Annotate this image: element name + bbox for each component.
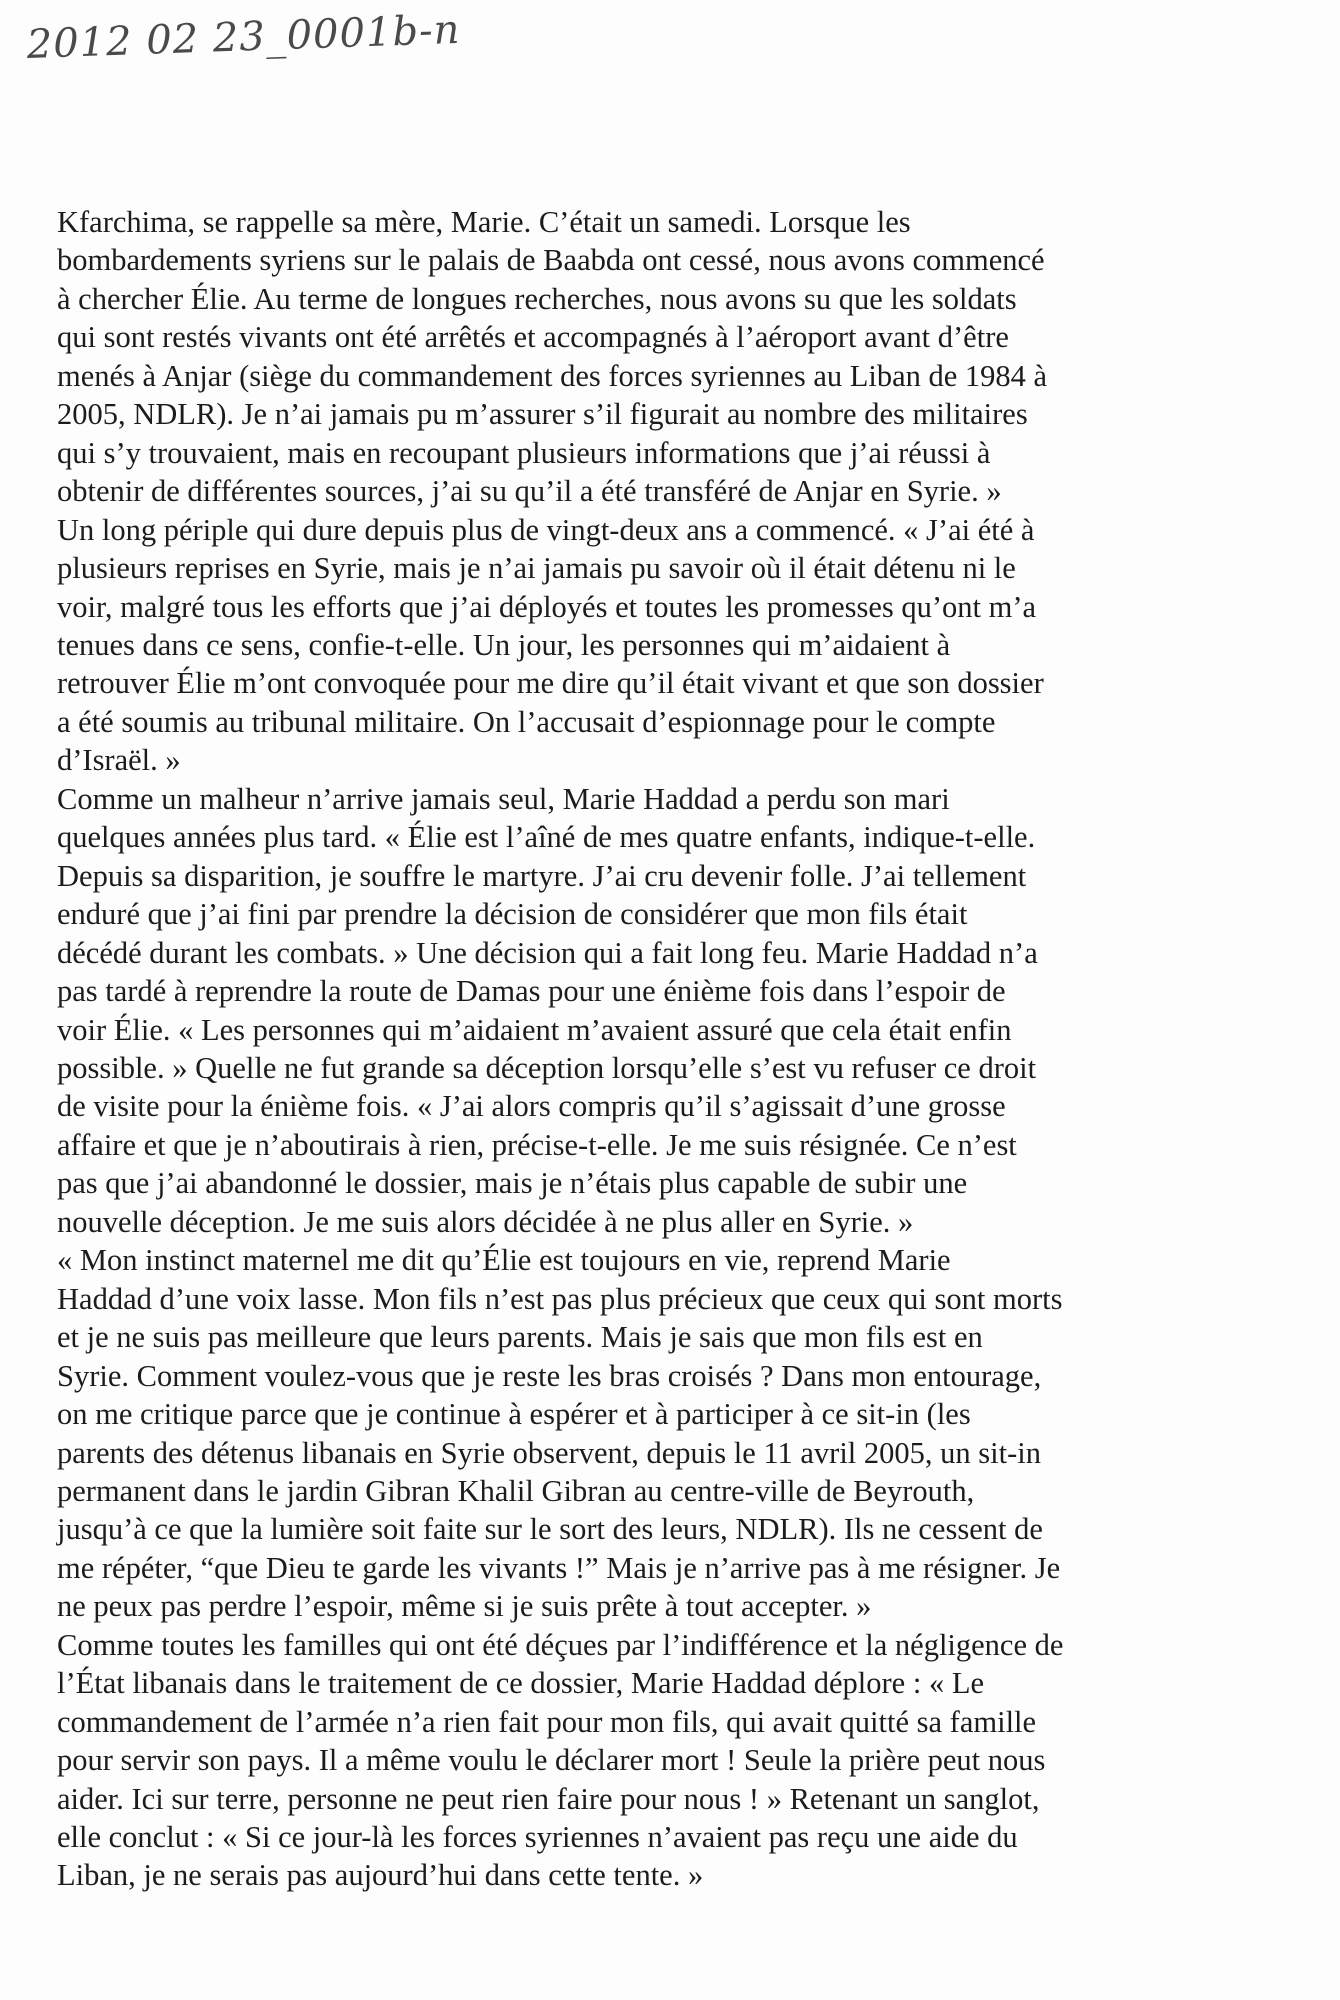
article-line: retrouver Élie m’ont convoquée pour me dire qu’il était vivant et que son dossier [57,666,1044,701]
article-line: qui sont restés vivants ont été arrêtés et accompagnés à l’aéroport avant d’être [57,320,1009,355]
article-line: me répéter, “que Dieu te garde les vivants !” Mais je n’arrive pas à me résigner. Je [57,1550,1061,1585]
article-line: de visite pour la énième fois. « J’ai alors compris qu’il s’agissait d’une grosse [57,1089,1006,1124]
article-line: Comme toutes les familles qui ont été déçues par l’indifférence et la négligence de [57,1627,1064,1662]
article-line: affaire et que je n’aboutirais à rien, précise-t-elle. Je me suis résignée. Ce n’est [57,1127,1017,1162]
article-line: elle conclut : « Si ce jour-là les forces syriennes n’avaient pas reçu une aide du [57,1820,1018,1855]
article-line: d’Israël. » [57,743,181,778]
article-line: nouvelle déception. Je me suis alors décidée à ne plus aller en Syrie. » [57,1204,914,1239]
article-line: obtenir de différentes sources, j’ai su qu’il a été transféré de Anjar en Syrie. » [57,474,1002,509]
article-line: a été soumis au tribunal militaire. On l’accusait d’espionnage pour le compte [57,704,996,739]
article-body [57,203,1307,1895]
article-line: Comme un malheur n’arrive jamais seul, Marie Haddad a perdu son mari [57,781,950,816]
article-line: aider. Ici sur terre, personne ne peut rien faire pour nous ! » Retenant un sanglot, [57,1781,1040,1816]
article-line: on me critique parce que je continue à espérer et à participer à ce sit-in (les [57,1397,971,1432]
article-line: commandement de l’armée n’a rien fait pour mon fils, qui avait quitté sa famille [57,1704,1037,1739]
article-line: l’État libanais dans le traitement de ce dossier, Marie Haddad déplore : « Le [57,1666,984,1701]
article-line: ne peux pas perdre l’espoir, même si je suis prête à tout accepter. » [57,1589,872,1624]
article-line: tenues dans ce sens, confie-t-elle. Un jour, les personnes qui m’aidaient à [57,627,951,662]
article-line: pas tardé à reprendre la route de Damas pour une énième fois dans l’espoir de [57,974,1006,1009]
article-line: Syrie. Comment voulez-vous que je reste les bras croisés ? Dans mon entourage, [57,1358,1042,1393]
article-line: jusqu’à ce que la lumière soit faite sur le sort des leurs, NDLR). Ils ne cessent de [57,1512,1043,1547]
article-line: possible. » Quelle ne fut grande sa déception lorsqu’elle s’est vu refuser ce droit [57,1050,1037,1085]
article-line: permanent dans le jardin Gibran Khalil Gibran au centre-ville de Beyrouth, [57,1473,975,1508]
article-line: Depuis sa disparition, je souffre le martyre. J’ai cru devenir folle. J’ai tellement [57,858,1027,893]
article-line: et je ne suis pas meilleure que leurs parents. Mais je sais que mon fils est en [57,1320,983,1355]
article-line: voir, malgré tous les efforts que j’ai déployés et toutes les promesses qu’ont m’a [57,589,1037,624]
article-line: pour servir son pays. Il a même voulu le déclarer mort ! Seule la prière peut nous [57,1743,1046,1778]
article-line: Un long périple qui dure depuis plus de vingt-deux ans a commencé. « J’ai été à [57,512,1035,547]
article-line: bombardements syriens sur le palais de Baabda ont cessé, nous avons commencé [57,243,1045,278]
handwritten-reference-number: 2012 02 23_0001b-n [26,6,462,68]
article-line: « Mon instinct maternel me dit qu’Élie est toujours en vie, reprend Marie [57,1243,951,1278]
article-line: quelques années plus tard. « Élie est l’aîné de mes quatre enfants, indique-t-elle. [57,820,1036,855]
article-line: à chercher Élie. Au terme de longues recherches, nous avons su que les soldats [57,281,1017,316]
article-line: enduré que j’ai fini par prendre la décision de considérer que mon fils était [57,897,968,932]
article-line: Liban, je ne serais pas aujourd’hui dans cette tente. » [57,1858,704,1893]
article-line: parents des détenus libanais en Syrie observent, depuis le 11 avril 2005, un sit-in [57,1435,1041,1470]
article-line: Haddad d’une voix lasse. Mon fils n’est pas plus précieux que ceux qui sont morts [57,1281,1063,1316]
article-line: qui s’y trouvaient, mais en recoupant plusieurs informations que j’ai réussi à [57,435,991,470]
article-line: voir Élie. « Les personnes qui m’aidaient m’avaient assuré que cela était enfin [57,1012,1012,1047]
article-line: 2005, NDLR). Je n’ai jamais pu m’assurer s’il figurait au nombre des militaires [57,397,1028,432]
article-line: plusieurs reprises en Syrie, mais je n’ai jamais pu savoir où il était détenu ni le [57,551,1016,586]
article-line: pas que j’ai abandonné le dossier, mais je n’étais plus capable de subir une [57,1166,968,1201]
article-line: Kfarchima, se rappelle sa mère, Marie. C’était un samedi. Lorsque les [57,205,911,239]
article-line: menés à Anjar (siège du commandement des forces syriennes au Liban de 1984 à [57,358,1048,393]
article-line: décédé durant les combats. » Une décision qui a fait long feu. Marie Haddad n’a [57,935,1038,970]
